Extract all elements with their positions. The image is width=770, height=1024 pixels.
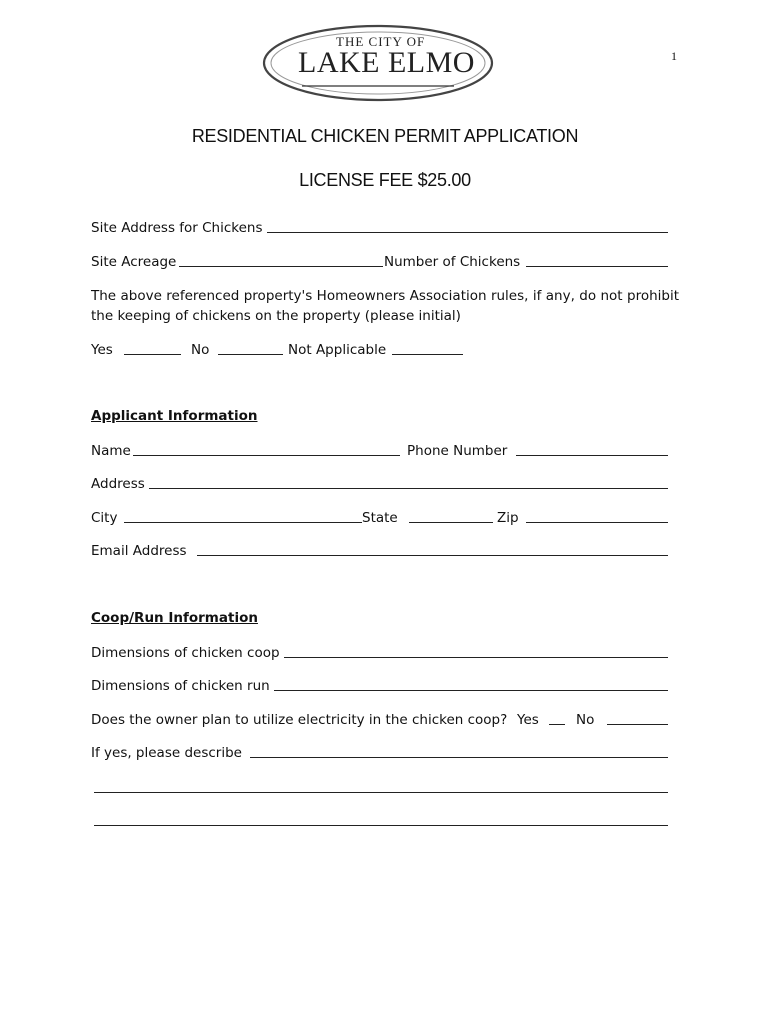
phone-number-label: Phone Number — [407, 443, 508, 459]
page-number: 1 — [671, 49, 677, 63]
describe-field-line-3[interactable] — [94, 825, 668, 826]
hoa-no-label: No — [191, 342, 210, 358]
hoa-yes-initial-field[interactable] — [124, 354, 181, 355]
electricity-question: Does the owner plan to utilize electricity in the chicken coop? — [91, 712, 508, 728]
electricity-yes-field[interactable] — [549, 724, 565, 725]
city-logo — [262, 24, 494, 102]
coop-dimensions-label: Dimensions of chicken coop — [91, 645, 280, 661]
hoa-no-initial-field[interactable] — [218, 354, 283, 355]
describe-field-line-2[interactable] — [94, 792, 668, 793]
run-dimensions-field[interactable] — [274, 690, 668, 691]
hoa-yes-label: Yes — [91, 342, 113, 358]
city-field[interactable] — [124, 522, 362, 523]
applicant-information-heading: Applicant Information — [91, 408, 258, 424]
site-address-label: Site Address for Chickens — [91, 220, 263, 236]
city-label: City — [91, 510, 118, 526]
form-title: RESIDENTIAL CHICKEN PERMIT APPLICATION — [191, 126, 579, 146]
license-fee: LICENSE FEE $25.00 — [299, 170, 471, 190]
name-label: Name — [91, 443, 131, 459]
describe-field-line-1[interactable] — [250, 757, 668, 758]
email-address-label: Email Address — [91, 543, 187, 559]
site-address-field[interactable] — [267, 232, 668, 233]
state-label: State — [362, 510, 398, 526]
site-acreage-label: Site Acreage — [91, 254, 177, 270]
run-dimensions-label: Dimensions of chicken run — [91, 678, 270, 694]
electricity-yes-label: Yes — [517, 712, 539, 728]
number-of-chickens-field[interactable] — [526, 266, 668, 267]
address-field[interactable] — [149, 488, 668, 489]
hoa-na-label: Not Applicable — [288, 342, 387, 358]
electricity-no-field[interactable] — [607, 724, 668, 725]
logo-top-text: THE CITY OF — [336, 34, 426, 49]
state-field[interactable] — [409, 522, 493, 523]
electricity-no-label: No — [576, 712, 595, 728]
hoa-na-initial-field[interactable] — [392, 354, 463, 355]
describe-label: If yes, please describe — [91, 745, 242, 761]
coop-dimensions-field[interactable] — [284, 657, 668, 658]
email-address-field[interactable] — [197, 555, 668, 556]
address-label: Address — [91, 476, 145, 492]
phone-number-field[interactable] — [516, 455, 668, 456]
zip-label: Zip — [497, 510, 519, 526]
coop-run-information-heading: Coop/Run Information — [91, 610, 258, 626]
number-of-chickens-label: Number of Chickens — [384, 254, 521, 270]
logo-main-text: LAKE ELMO — [298, 46, 475, 79]
site-acreage-field[interactable] — [179, 266, 383, 267]
name-field[interactable] — [133, 455, 400, 456]
zip-field[interactable] — [526, 522, 668, 523]
hoa-statement: The above referenced property's Homeowners Association rules, if any, do not prohibit the keeping of chickens on the property (please initial) — [91, 288, 679, 324]
